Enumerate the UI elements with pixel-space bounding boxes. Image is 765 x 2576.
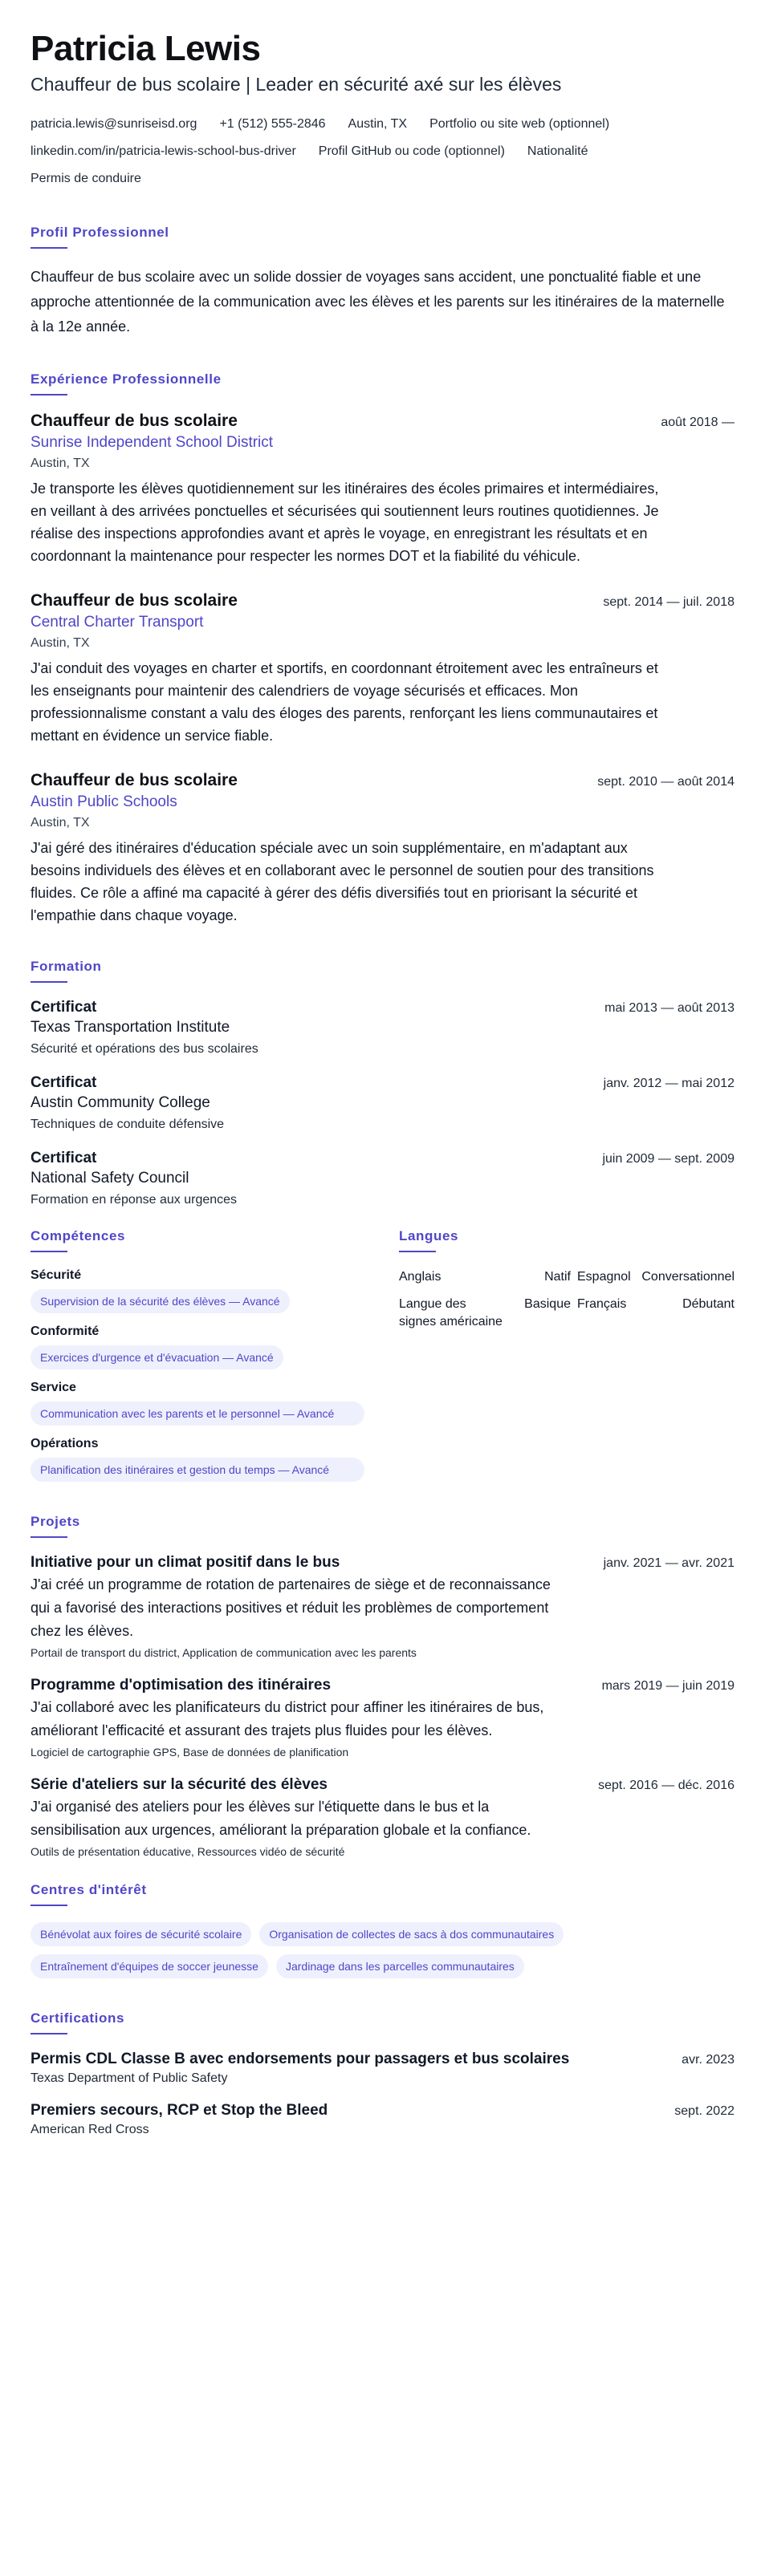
certification-entry <box>31 2051 734 2086</box>
certification-issuer: Texas Department of Public Safety <box>31 2071 228 2085</box>
contact-location: Austin, TX <box>348 117 408 131</box>
education-school: Austin Community College <box>31 1094 210 1111</box>
languages-section <box>399 1228 734 1482</box>
language-level: Basique <box>524 1297 571 1311</box>
section-title: Expérience Professionnelle <box>31 371 222 387</box>
contact-linkedin[interactable]: linkedin.com/in/patricia-lewis-school-bus-driver <box>31 144 296 158</box>
job-dates: sept. 2010 — août 2014 <box>597 775 734 789</box>
job-entry <box>31 412 734 567</box>
job-title: Chauffeur de bus scolaire <box>31 591 238 610</box>
skill-tag: Supervision de la sécurité des élèves — Avancé <box>31 1289 290 1313</box>
job-company: Austin Public Schools <box>31 793 177 810</box>
projects-section <box>31 1514 734 1858</box>
skill-category: Sécurité <box>31 1268 82 1282</box>
section-divider <box>31 981 67 983</box>
section-title: Certifications <box>31 2010 125 2026</box>
education-entry <box>31 1150 734 1207</box>
job-title: Chauffeur de bus scolaire <box>31 771 238 789</box>
job-entry <box>31 771 734 927</box>
language-level: Débutant <box>682 1297 734 1311</box>
section-divider <box>31 2033 67 2034</box>
language-level: Natif <box>544 1270 571 1284</box>
contact-github[interactable]: Profil GitHub ou code (optionnel) <box>318 144 505 158</box>
job-entry <box>31 591 734 747</box>
job-dates: sept. 2014 — juil. 2018 <box>603 595 734 609</box>
candidate-name: Patricia Lewis <box>31 29 261 68</box>
education-school: Texas Transportation Institute <box>31 1019 230 1036</box>
skills-section <box>31 1228 364 1482</box>
interest-tag: Bénévolat aux foires de sécurité scolaire <box>31 1922 251 1946</box>
certification-date: sept. 2022 <box>674 2104 734 2118</box>
language-name: Espagnol <box>577 1270 631 1284</box>
interest-list <box>31 1922 734 1978</box>
section-title: Formation <box>31 959 102 974</box>
profile-section <box>31 225 734 339</box>
interest-tag: Jardinage dans les parcelles communautaires <box>276 1954 524 1978</box>
project-tools: Portail de transport du district, Application de communication avec les parents <box>31 1646 417 1659</box>
experience-section <box>31 371 734 927</box>
interests-section <box>31 1882 734 1978</box>
section-title: Centres d'intérêt <box>31 1882 147 1897</box>
project-description: J'ai organisé des ateliers pour les élèves sur l'étiquette dans le bus et la sensibilisation aux urgences, améliorant la préparation globale et la confiance. <box>31 1799 531 1838</box>
section-title: Projets <box>31 1514 80 1529</box>
language-name: Anglais <box>399 1270 442 1284</box>
job-title: Chauffeur de bus scolaire <box>31 412 238 430</box>
project-dates: sept. 2016 — déc. 2016 <box>598 1779 734 1792</box>
skill-tag: Planification des itinéraires et gestion du temps — Avancé <box>31 1458 364 1482</box>
language-list <box>399 1268 734 1331</box>
job-company: Central Charter Transport <box>31 614 204 631</box>
education-dates: juin 2009 — sept. 2009 <box>602 1152 734 1166</box>
certification-issuer: American Red Cross <box>31 2123 149 2136</box>
profile-summary: Chauffeur de bus scolaire avec un solide dossier de voyages sans accident, une ponctualité fiable et une approche attentionnée de la communication avec les élèves et les parents sur les itinéraires de la maternelle à la 12e année. <box>31 269 725 335</box>
skill-category: Opérations <box>31 1437 99 1450</box>
education-field: Formation en réponse aux urgences <box>31 1193 238 1207</box>
education-field: Techniques de conduite défensive <box>31 1118 225 1131</box>
project-title: Initiative pour un climat positif dans le bus <box>31 1554 340 1571</box>
resume-header <box>31 27 734 193</box>
project-entry <box>31 1677 734 1759</box>
language-name: Français <box>577 1297 627 1311</box>
education-degree: Certificat <box>31 1150 97 1166</box>
project-title: Programme d'optimisation des itinéraires <box>31 1677 332 1694</box>
skill-category: Conformité <box>31 1325 100 1338</box>
job-description: J'ai conduit des voyages en charter et sportifs, en coordonnant étroitement avec les entraîneurs et les enseignants pour maintenir des calendriers de voyage sécurisés et efficaces. Mon professionnalisme constant a valu des éloges des parents, renforçant les liens communautaires et mettant en évidence un service fiable. <box>31 660 658 744</box>
section-divider <box>31 1905 67 1906</box>
skill-tag: Communication avec les parents et le personnel — Avancé <box>31 1402 364 1426</box>
language-name: Langue des signes américaine <box>399 1297 503 1329</box>
language-level: Conversationnel <box>641 1270 734 1284</box>
education-school: National Safety Council <box>31 1170 189 1187</box>
education-section <box>31 959 734 1207</box>
section-title: Profil Professionnel <box>31 225 169 240</box>
job-location: Austin, TX <box>31 816 90 830</box>
section-divider <box>31 247 67 249</box>
section-title: Langues <box>399 1228 459 1243</box>
education-field: Sécurité et opérations des bus scolaires <box>31 1042 258 1056</box>
section-divider <box>31 1251 67 1252</box>
skill-category: Service <box>31 1381 76 1394</box>
job-company: Sunrise Independent School District <box>31 434 274 451</box>
section-divider <box>399 1251 436 1252</box>
contact-nationality: Nationalité <box>527 144 588 158</box>
skills-languages-row <box>31 1228 734 1482</box>
project-entry <box>31 1554 734 1659</box>
education-entry <box>31 1074 734 1132</box>
certification-name: Permis CDL Classe B avec endorsements pour passagers et bus scolaires <box>31 2051 570 2067</box>
certification-entry <box>31 2102 734 2137</box>
certification-name: Premiers secours, RCP et Stop the Bleed <box>31 2102 328 2119</box>
certification-date: avr. 2023 <box>682 2053 734 2067</box>
education-degree: Certificat <box>31 1074 97 1091</box>
project-title: Série d'ateliers sur la sécurité des élèves <box>31 1776 328 1793</box>
project-description: J'ai créé un programme de rotation de partenaires de siège et de reconnaissance qui a favorisé des interactions positives et réduit les problèmes de comportement chez les élèves. <box>31 1576 551 1639</box>
interest-tag: Organisation de collectes de sacs à dos communautaires <box>259 1922 564 1946</box>
contact-list <box>31 111 734 193</box>
section-divider <box>31 394 67 396</box>
headline: Chauffeur de bus scolaire | Leader en sécurité axé sur les élèves <box>31 74 562 95</box>
project-dates: janv. 2021 — avr. 2021 <box>603 1556 734 1570</box>
job-location: Austin, TX <box>31 456 90 470</box>
section-divider <box>31 1536 67 1538</box>
project-tools: Logiciel de cartographie GPS, Base de données de planification <box>31 1746 349 1759</box>
education-dates: janv. 2012 — mai 2012 <box>603 1077 734 1090</box>
contact-phone[interactable]: +1 (512) 555-2846 <box>219 117 326 131</box>
project-tools: Outils de présentation éducative, Ressources vidéo de sécurité <box>31 1845 345 1858</box>
job-description: J'ai géré des itinéraires d'éducation spéciale avec un soin supplémentaire, en m'adaptant aux besoins individuels des élèves et en collaborant avec le personnel de soutien pour des transitions fluides. Ce rôle a affiné ma capacité à gérer des défis diversifiés tout en priorisant la sécurité et l'empathie dans chaque voyage. <box>31 840 654 923</box>
education-degree: Certificat <box>31 999 97 1016</box>
interest-tag: Entraînement d'équipes de soccer jeunesse <box>31 1954 268 1978</box>
job-location: Austin, TX <box>31 636 90 650</box>
project-description: J'ai collaboré avec les planificateurs du district pour affiner les itinéraires de bus, améliorant l'efficacité et assurant des trajets plus fluides pour les élèves. <box>31 1699 544 1738</box>
education-entry <box>31 999 734 1057</box>
education-dates: mai 2013 — août 2013 <box>604 1001 734 1015</box>
job-description: Je transporte les élèves quotidiennement sur les itinéraires des écoles primaires et intermédiaires, en veillant à des arrivées ponctuelles et sécurisées qui soutiennent leurs routines quotidiennes. Je réalise des inspections approfondies avant et après le voyage, en enregistrant les résultats et en coordonnant la maintenance pour respecter les normes DOT et la fiabilité du véhicule. <box>31 481 659 564</box>
contact-email[interactable]: patricia.lewis@sunriseisd.org <box>31 117 197 131</box>
contact-license: Permis de conduire <box>31 172 141 185</box>
certifications-section <box>31 2010 734 2137</box>
contact-portfolio[interactable]: Portfolio ou site web (optionnel) <box>429 117 610 131</box>
section-title: Compétences <box>31 1228 126 1243</box>
skill-groups <box>31 1268 364 1482</box>
project-entry <box>31 1776 734 1858</box>
project-dates: mars 2019 — juin 2019 <box>601 1679 734 1693</box>
job-dates: août 2018 — <box>661 416 734 429</box>
skill-tag: Exercices d'urgence et d'évacuation — Avancé <box>31 1345 283 1369</box>
